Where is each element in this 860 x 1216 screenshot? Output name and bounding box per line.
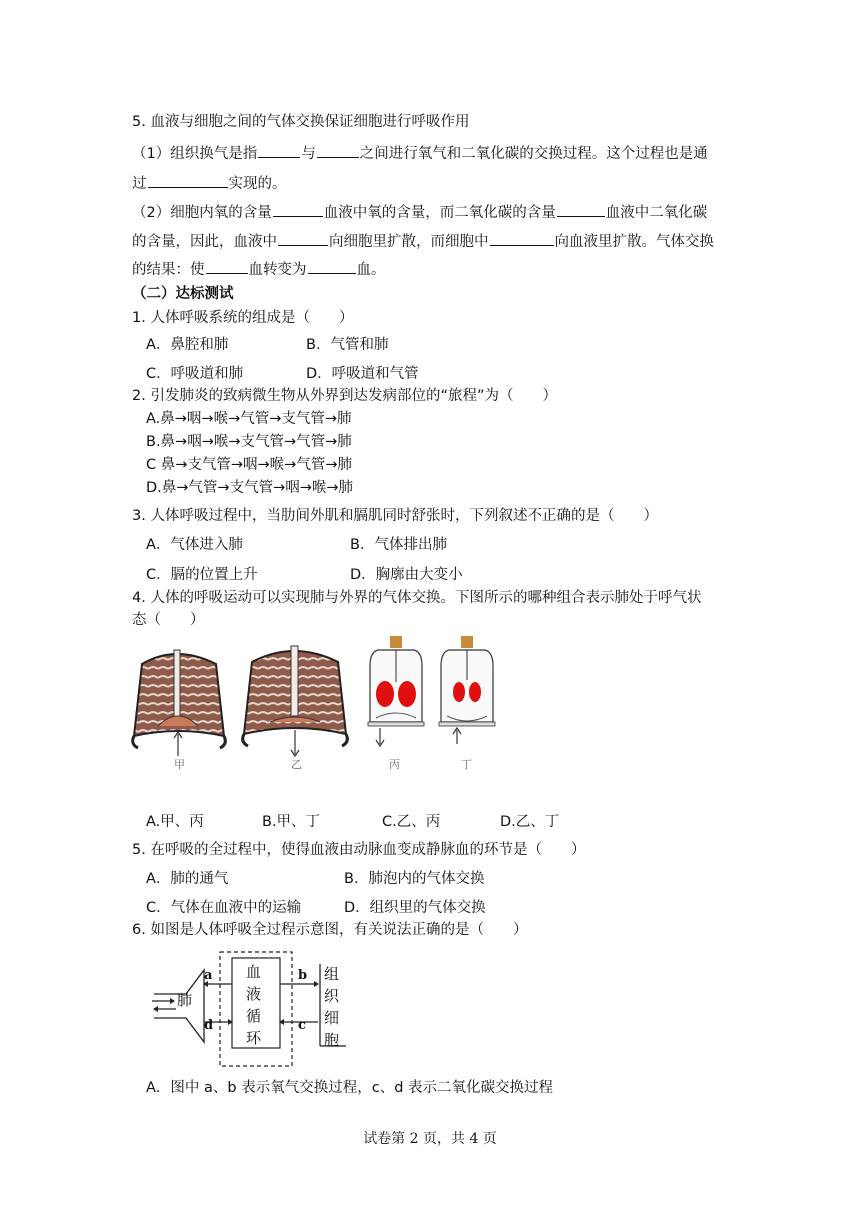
q6-tissue-char-4: 胞 bbox=[324, 1031, 340, 1049]
bell-jar-ding-figure bbox=[439, 636, 495, 744]
q6-center-char-4: 环 bbox=[246, 1029, 262, 1047]
text-segment: 过 bbox=[132, 176, 147, 192]
q2-option-c[interactable]: C 鼻→支气管→咽→喉→气管→肺 bbox=[146, 457, 352, 473]
q5-intro-paragraph2-line2 bbox=[132, 231, 714, 252]
q3-stem: 3. 人体呼吸过程中，当肋间外肌和膈肌同时舒张时，下列叙述不正确的是（ ） bbox=[132, 508, 658, 524]
q4-option-a[interactable]: A.甲、丙 bbox=[146, 814, 204, 830]
q5-stem: 5. 在呼吸的全过程中，使得血液由动脉血变成静脉血的环节是（ ） bbox=[132, 842, 586, 858]
caption-yi: 乙 bbox=[291, 758, 302, 771]
text-segment: 的结果：使 bbox=[132, 262, 205, 278]
section-title: （二）达标测试 bbox=[132, 286, 234, 302]
q5-option-b[interactable]: B．肺泡内的气体交换 bbox=[344, 871, 485, 887]
q5-intro-paragraph2-line3 bbox=[132, 259, 386, 280]
q6-tissue-char-1: 组 bbox=[324, 965, 340, 983]
q3-option-b[interactable]: B．气体排出肺 bbox=[350, 537, 447, 553]
text-segment: 血。 bbox=[356, 262, 386, 278]
q2-option-b[interactable]: B.鼻→咽→喉→支气管→气管→肺 bbox=[146, 434, 352, 450]
q3-option-d[interactable]: D．胸廓由大变小 bbox=[350, 567, 463, 583]
q2-option-d[interactable]: D.鼻→气管→支气管→咽→喉→肺 bbox=[146, 480, 354, 496]
q4-stem-line1: 4. 人体的呼吸运动可以实现肺与外界的气体交换。下图所示的哪种组合表示肺处于呼气状 bbox=[132, 590, 702, 606]
answer-blank[interactable] bbox=[557, 202, 605, 217]
q5-option-a[interactable]: A．肺的通气 bbox=[146, 871, 229, 887]
q4-option-b[interactable]: B.甲、丁 bbox=[262, 814, 321, 830]
text-segment: 实现的。 bbox=[228, 176, 287, 192]
text-segment: 向血液里扩散。气体交换 bbox=[554, 234, 714, 250]
q1-stem: 1. 人体呼吸系统的组成是（ ） bbox=[132, 310, 354, 326]
text-segment: 血液中氧的含量，而二氧化碳的含量 bbox=[323, 205, 556, 221]
q6-label-d: d bbox=[204, 1018, 214, 1033]
q5-option-d[interactable]: D．组织里的气体交换 bbox=[344, 900, 486, 916]
caption-ding: 丁 bbox=[461, 758, 472, 771]
text-segment: （1）组织换气是指 bbox=[132, 146, 258, 162]
caption-jia: 甲 bbox=[174, 758, 185, 771]
q3-option-c[interactable]: C．膈的位置上升 bbox=[146, 567, 258, 583]
q4-figure bbox=[128, 636, 508, 776]
ribcage-jia-figure bbox=[133, 650, 226, 756]
text-segment: 血液中二氧化碳 bbox=[605, 205, 708, 221]
q6-lung-label: 肺 bbox=[177, 991, 193, 1009]
q6-label-c: c bbox=[298, 1018, 306, 1033]
text-segment: 血转变为 bbox=[248, 262, 307, 278]
q4-option-d[interactable]: D.乙、丁 bbox=[500, 814, 560, 830]
answer-blank[interactable] bbox=[308, 259, 356, 274]
q3-option-a[interactable]: A．气体进入肺 bbox=[146, 537, 243, 553]
q1-option-c[interactable]: C．呼吸道和肺 bbox=[146, 366, 244, 382]
q6-label-b: b bbox=[298, 968, 308, 983]
text-segment: 之间进行氧气和二氧化碳的交换过程。这个过程也是通 bbox=[359, 146, 708, 162]
answer-blank[interactable] bbox=[273, 202, 323, 217]
q4-stem-line2: 态（ ） bbox=[132, 612, 205, 628]
q6-tissue-char-2: 织 bbox=[324, 987, 340, 1005]
answer-blank[interactable] bbox=[317, 143, 359, 158]
ribcage-yi-figure bbox=[243, 646, 348, 756]
q5-intro-title: 5. 血液与细胞之间的气体交换保证细胞进行呼吸作用 bbox=[132, 114, 470, 130]
q1-option-a[interactable]: A．鼻腔和肺 bbox=[146, 337, 229, 353]
q5-intro-paragraph1-line1 bbox=[132, 143, 708, 164]
bell-jar-bing-figure bbox=[368, 636, 424, 746]
q6-stem: 6. 如图是人体呼吸全过程示意图，有关说法正确的是（ ） bbox=[132, 922, 528, 938]
answer-blank[interactable] bbox=[278, 231, 328, 246]
q2-stem: 2. 引发肺炎的致病微生物从外界到达发病部位的“旅程”为（ ） bbox=[132, 388, 557, 404]
q6-option-a[interactable]: A．图中 a、b 表示氧气交换过程，c、d 表示二氧化碳交换过程 bbox=[146, 1080, 554, 1096]
text-segment: 向细胞里扩散，而细胞中 bbox=[329, 234, 489, 250]
caption-bing: 丙 bbox=[389, 758, 400, 771]
q5-option-c[interactable]: C．气体在血液中的运输 bbox=[146, 900, 302, 916]
q1-option-b[interactable]: B．气管和肺 bbox=[306, 337, 389, 353]
page-footer: 试卷第 2 页，共 4 页 bbox=[363, 1131, 497, 1147]
q6-label-a: a bbox=[204, 968, 213, 983]
answer-blank[interactable] bbox=[148, 173, 228, 188]
q6-center-char-3: 循 bbox=[246, 1007, 262, 1025]
answer-blank[interactable] bbox=[258, 143, 300, 158]
text-segment: 与 bbox=[301, 146, 316, 162]
q4-option-c[interactable]: C.乙、丙 bbox=[382, 814, 441, 830]
text-segment: 的含量，因此，血液中 bbox=[132, 234, 277, 250]
q1-option-d[interactable]: D．呼吸道和气管 bbox=[306, 366, 419, 382]
answer-blank[interactable] bbox=[490, 231, 554, 246]
answer-blank[interactable] bbox=[206, 259, 248, 274]
q5-intro-paragraph1-line2 bbox=[132, 173, 287, 194]
q6-center-char-2: 液 bbox=[246, 985, 262, 1003]
q2-option-a[interactable]: A.鼻→咽→喉→气管→支气管→肺 bbox=[146, 411, 352, 427]
q5-intro-paragraph2-line1 bbox=[132, 202, 707, 223]
q6-tissue-char-3: 细 bbox=[324, 1009, 340, 1027]
text-segment: （2）细胞内氧的含量 bbox=[132, 205, 272, 221]
q6-center-char-1: 血 bbox=[246, 963, 262, 981]
